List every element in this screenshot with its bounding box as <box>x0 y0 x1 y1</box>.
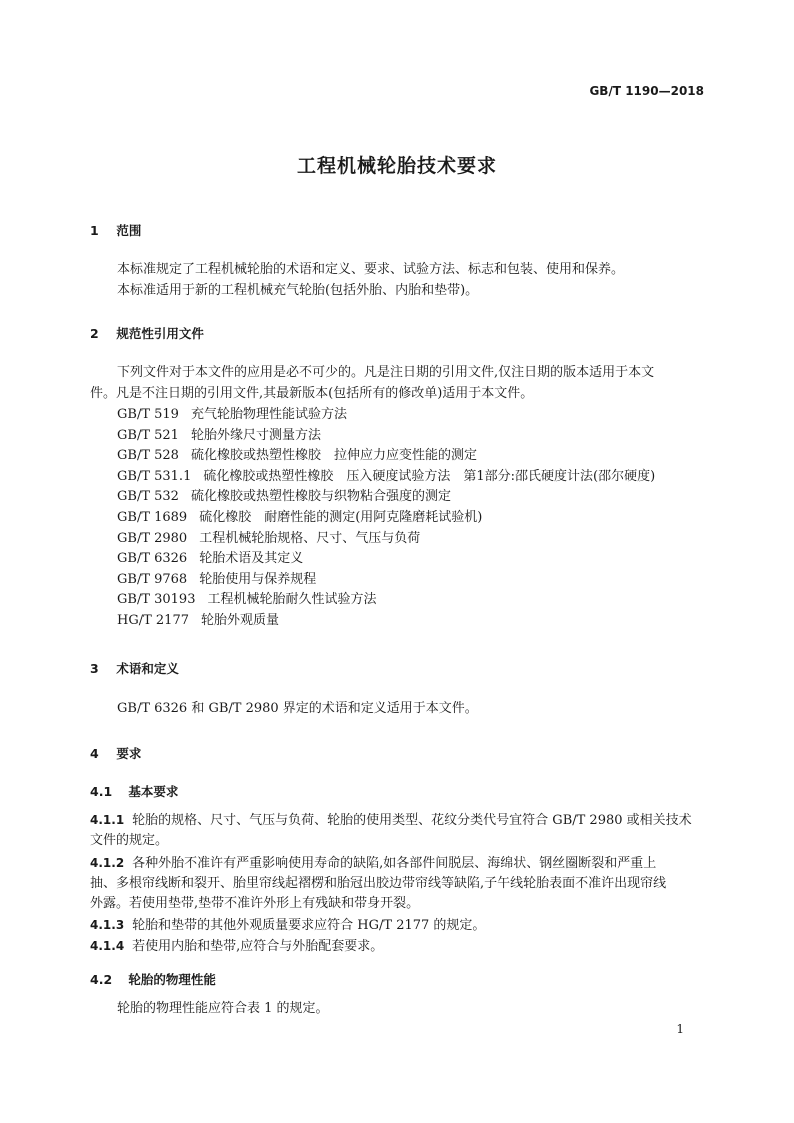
subsection-number: 4.1 <box>90 784 113 799</box>
reference-title: 硫化橡胶 耐磨性能的测定(用阿克隆磨耗试验机) <box>199 509 483 525</box>
reference-item <box>117 467 655 488</box>
section-title: 范围 <box>116 223 142 238</box>
reference-item <box>117 590 655 611</box>
section-heading-requirements <box>90 744 141 762</box>
clause-number: 4.1.3 <box>90 918 125 932</box>
clause-4-1-1-line-2: 文件的规定。 <box>90 832 169 848</box>
clause-4-1-2-line-3: 外露。若使用垫带,垫带不准许外形上有残缺和带身开裂。 <box>90 896 420 912</box>
reference-code: GB/T 528 <box>117 448 179 464</box>
reference-title: 轮胎术语及其定义 <box>199 551 304 567</box>
references-intro-line-1: 下列文件对于本文件的应用是必不可少的。凡是注日期的引用文件,仅注日期的版本适用于本文 <box>117 365 655 380</box>
reference-title: 硫化橡胶或热塑性橡胶 拉伸应力应变性能的测定 <box>190 448 477 464</box>
reference-item <box>117 405 655 426</box>
reference-code: GB/T 1689 <box>117 509 188 525</box>
reference-item <box>117 446 655 467</box>
reference-code: GB/T 2980 <box>117 530 188 546</box>
section-number: 2 <box>90 326 99 341</box>
section-heading-scope <box>90 221 141 239</box>
reference-title: 硫化橡胶或热塑性橡胶与织物粘合强度的测定 <box>190 489 451 505</box>
reference-item <box>117 529 655 550</box>
clause-text: 轮胎和垫带的其他外观质量要求应符合 HG/T 2177 的规定。 <box>132 918 486 933</box>
reference-item <box>117 549 655 570</box>
document-title: 工程机械轮胎技术要求 <box>296 155 497 177</box>
clause-4-1-3 <box>90 915 706 937</box>
section-number: 4 <box>90 746 99 761</box>
reference-item <box>117 487 655 508</box>
clause-text: 轮胎的规格、尺寸、气压与负荷、轮胎的使用类型、花纹分类代号宜符合 GB/T 2980 或相关技术 <box>132 813 692 828</box>
subsection-number: 4.2 <box>90 972 113 987</box>
physical-properties-paragraph: 轮胎的物理性能应符合表 1 的规定。 <box>117 1001 329 1016</box>
reference-list <box>117 405 655 632</box>
reference-code: HG/T 2177 <box>117 612 189 628</box>
section-title: 术语和定义 <box>116 661 179 676</box>
clause-number: 4.1.4 <box>90 939 125 953</box>
reference-item <box>117 570 655 591</box>
clause-text: 若使用内胎和垫带,应符合与外胎配套要求。 <box>132 939 384 954</box>
reference-title: 轮胎外观质量 <box>201 612 280 628</box>
clause-number: 4.1.2 <box>90 856 125 870</box>
scope-paragraph-1: 本标准规定了工程机械轮胎的术语和定义、要求、试验方法、标志和包装、使用和保养。 <box>117 262 625 277</box>
reference-title: 轮胎外缘尺寸测量方法 <box>190 427 321 443</box>
reference-code: GB/T 6326 <box>117 551 188 567</box>
subsection-title: 基本要求 <box>128 784 179 799</box>
page-number: 1 <box>676 1022 684 1036</box>
subsection-heading-physical-properties <box>90 970 216 988</box>
reference-item <box>117 508 655 529</box>
scope-paragraph-2: 本标准适用于新的工程机械充气轮胎(包括外胎、内胎和垫带)。 <box>117 282 479 298</box>
section-title: 规范性引用文件 <box>116 326 204 341</box>
clause-number: 4.1.1 <box>90 813 125 827</box>
reference-title: 硫化橡胶或热塑性橡胶 压入硬度试验方法 第1部分:邵氏硬度计法(邵尔硬度) <box>203 468 656 484</box>
section-number: 1 <box>90 223 99 238</box>
section-number: 3 <box>90 661 99 676</box>
reference-code: GB/T 30193 <box>117 592 196 608</box>
section-title: 要求 <box>116 746 142 761</box>
reference-title: 工程机械轮胎耐久性试验方法 <box>207 592 377 608</box>
reference-title: 轮胎使用与保养规程 <box>199 571 317 587</box>
subsection-title: 轮胎的物理性能 <box>128 972 216 987</box>
section-heading-terms <box>90 659 179 677</box>
reference-item <box>117 426 655 447</box>
subsection-heading-basic-requirements <box>90 782 178 800</box>
reference-code: GB/T 531.1 <box>117 468 192 484</box>
references-intro-line-2: 件。凡是不注日期的引用文件,其最新版本(包括所有的修改单)适用于本文件。 <box>90 385 534 401</box>
clause-4-1-1-line-1 <box>90 810 706 832</box>
standard-number: GB/T 1190—2018 <box>589 84 704 98</box>
reference-code: GB/T 532 <box>117 489 179 505</box>
clause-4-1-2-line-1 <box>90 853 706 875</box>
clause-text: 各种外胎不准许有严重影响使用寿命的缺陷,如各部件间脱层、海绵状、钢丝圈断裂和严重上 <box>132 856 657 871</box>
reference-title: 充气轮胎物理性能试验方法 <box>190 407 347 422</box>
clause-4-1-2-line-2: 抽、多根帘线断和裂开、胎里帘线起褶楞和胎冠出胶边带帘线等缺陷,子午线轮胎表面不准许出现帘线 <box>90 875 667 891</box>
terms-paragraph: GB/T 6326 和 GB/T 2980 界定的术语和定义适用于本文件。 <box>117 701 478 716</box>
section-heading-normative-references <box>90 324 204 342</box>
reference-item <box>117 611 655 632</box>
clause-4-1-4 <box>90 936 706 958</box>
reference-title: 工程机械轮胎规格、尺寸、气压与负荷 <box>199 530 421 546</box>
reference-code: GB/T 9768 <box>117 571 188 587</box>
reference-code: GB/T 519 <box>117 407 179 422</box>
reference-code: GB/T 521 <box>117 427 179 443</box>
